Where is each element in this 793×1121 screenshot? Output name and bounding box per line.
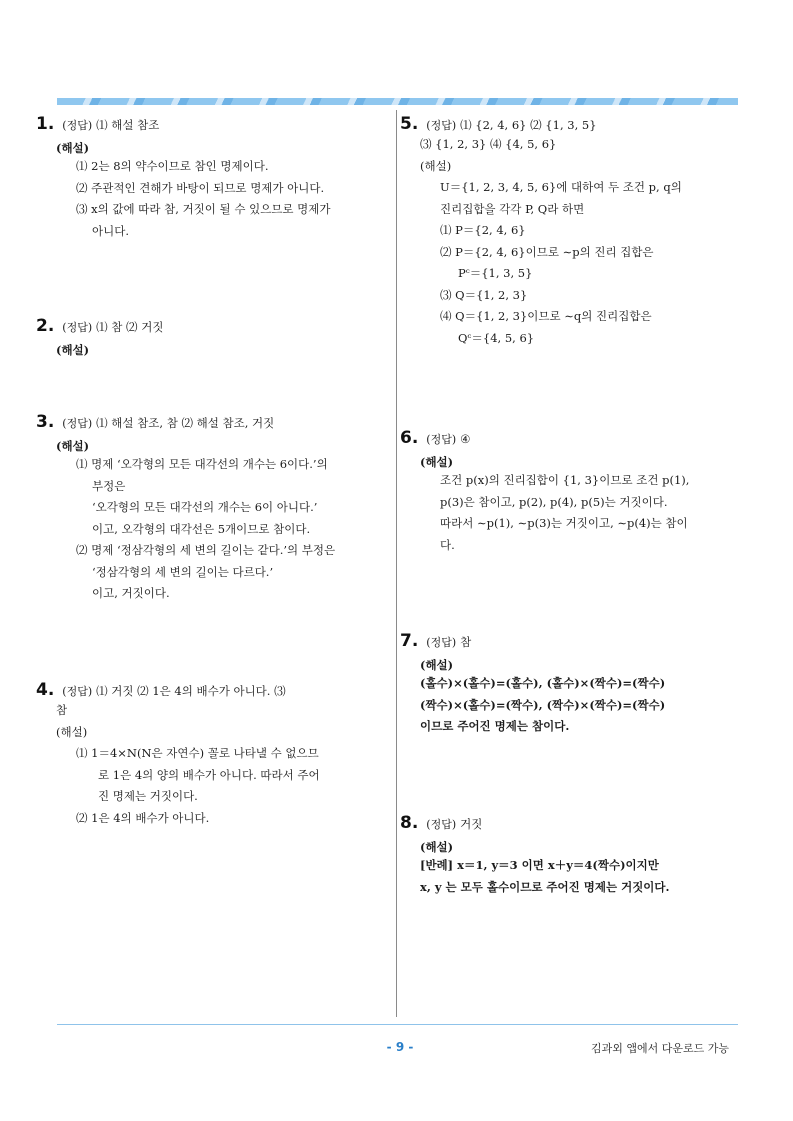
footer-text: 김과외 앱에서 다운로드 가능 bbox=[590, 1042, 729, 1055]
explanation-line: 진 명제는 거짓이다. bbox=[98, 789, 198, 803]
question-3 bbox=[36, 412, 386, 605]
question-1 bbox=[36, 114, 386, 242]
question-number: 4. bbox=[36, 680, 55, 700]
explanation-line: Qᶜ＝{4, 5, 6} bbox=[458, 330, 535, 345]
explanation-line: ‘오각형의 모든 대각선의 개수는 6이 아니다.’ bbox=[92, 500, 318, 514]
explanation-line: (홀수)×(홀수)=(홀수), (홀수)×(짝수)=(짝수) bbox=[420, 676, 666, 690]
explanation-line: 아니다. bbox=[92, 223, 129, 238]
question-number: 2. bbox=[36, 316, 55, 336]
answer-text: ⑴ {2, 4, 6} ⑵ {1, 3, 5} bbox=[460, 118, 597, 132]
explanation-heading: (해설) bbox=[420, 840, 454, 854]
explanation-line: ⑴ 명제 ‘오각형의 모든 대각선의 개수는 6이다.’의 bbox=[76, 457, 328, 471]
explanation-heading: (해설) bbox=[56, 439, 90, 453]
question-6 bbox=[400, 428, 740, 556]
answer-label: (정답) bbox=[426, 433, 457, 446]
question-number: 3. bbox=[36, 412, 55, 432]
explanation-line: ⑷ Q＝{1, 2, 3}이므로 ∼q의 진리집합은 bbox=[440, 309, 652, 323]
header-band bbox=[57, 98, 738, 105]
answer-text: ⑴ 해설 참조 bbox=[96, 118, 160, 132]
explanation-line: ⑶ x의 값에 따라 참, 거짓이 될 수 있으므로 명제가 bbox=[76, 202, 331, 216]
explanation-heading: (해설) bbox=[56, 724, 88, 739]
answer-label: (정답) bbox=[62, 417, 93, 430]
explanation-line: 진리집합을 각각 P, Q라 하면 bbox=[440, 201, 585, 216]
explanation-line: ‘정삼각형의 세 변의 길이는 다르다.’ bbox=[92, 564, 274, 579]
answer-text: 참 bbox=[460, 635, 472, 649]
explanation-line: ⑵ 1은 4의 배수가 아니다. bbox=[76, 810, 210, 825]
answer-label: (정답) bbox=[426, 636, 457, 649]
question-number: 6. bbox=[400, 428, 419, 448]
answer-label: (정답) bbox=[62, 321, 93, 334]
explanation-line: 이므로 주어진 명제는 참이다. bbox=[420, 719, 570, 733]
explanation-line: ⑴ 2는 8의 약수이므로 참인 명제이다. bbox=[76, 159, 269, 173]
explanation-line: ⑵ 명제 ‘정삼각형의 세 변의 길이는 같다.’의 부정은 bbox=[76, 543, 336, 557]
explanation-line: x, y 는 모두 홀수이므로 주어진 명제는 거짓이다. bbox=[420, 879, 670, 894]
explanation-heading: (해설) bbox=[420, 158, 452, 173]
explanation-heading: (해설) bbox=[420, 455, 454, 469]
explanation-line: ⑴ P＝{2, 4, 6} bbox=[440, 223, 526, 237]
explanation-line: 다. bbox=[440, 537, 455, 552]
explanation-heading: (해설) bbox=[420, 658, 454, 672]
answer-text: ⑴ 거짓 ⑵ 1은 4의 배수가 아니다. ⑶ bbox=[96, 684, 286, 698]
question-number: 1. bbox=[36, 114, 55, 134]
explanation-heading: (해설) bbox=[56, 343, 90, 357]
explanation-line: ⑶ Q＝{1, 2, 3} bbox=[440, 287, 528, 302]
explanation-line: 이고, 오각형의 대각선은 5개이므로 참이다. bbox=[92, 521, 311, 536]
question-number: 5. bbox=[400, 114, 419, 134]
explanation-line: 부정은 bbox=[92, 478, 126, 493]
explanation-line: Pᶜ＝{1, 3, 5} bbox=[458, 266, 533, 280]
explanation-line: [반례] x＝1, y＝3 이면 x＋y＝4(짝수)이지만 bbox=[420, 858, 659, 872]
answer-label: (정답) bbox=[62, 119, 93, 132]
answer-label: (정답) bbox=[62, 685, 93, 698]
explanation-line: 조건 p(x)의 진리집합이 {1, 3}이므로 조건 p(1), bbox=[440, 473, 690, 487]
column-divider bbox=[396, 110, 397, 1017]
explanation-line: ⑵ 주관적인 견해가 바탕이 되므로 명제가 아니다. bbox=[76, 180, 325, 195]
answer-text: 거짓 bbox=[460, 817, 483, 831]
question-2 bbox=[36, 316, 386, 358]
question-8 bbox=[400, 813, 740, 898]
question-7 bbox=[400, 631, 740, 738]
answer-text: ④ bbox=[460, 432, 471, 446]
answer-continued: 참 bbox=[56, 703, 68, 717]
question-4 bbox=[36, 680, 386, 829]
answer-label: (정답) bbox=[426, 119, 457, 132]
explanation-line: (짝수)×(홀수)=(짝수), (짝수)×(짝수)=(짝수) bbox=[420, 697, 666, 712]
explanation-line: ⑵ P＝{2, 4, 6}이므로 ∼p의 진리 집합은 bbox=[440, 244, 654, 259]
explanation-line: 로 1은 4의 양의 배수가 아니다. 따라서 주어 bbox=[98, 767, 320, 782]
explanation-line: 따라서 ∼p(1), ∼p(3)는 거짓이고, ∼p(4)는 참이 bbox=[440, 516, 688, 530]
answer-continued: ⑶ {1, 2, 3} ⑷ {4, 5, 6} bbox=[420, 137, 557, 151]
answer-text: ⑴ 참 ⑵ 거짓 bbox=[96, 320, 164, 334]
answer-text: ⑴ 해설 참조, 참 ⑵ 해설 참조, 거짓 bbox=[96, 416, 275, 430]
explanation-line: ⑴ 1＝4×N(N은 자연수) 꼴로 나타낼 수 없으므 bbox=[76, 746, 319, 760]
explanation-heading: (해설) bbox=[56, 141, 90, 155]
page-number: - 9 - bbox=[386, 1040, 414, 1054]
answer-label: (정답) bbox=[426, 818, 457, 831]
explanation-line: U＝{1, 2, 3, 4, 5, 6}에 대하여 두 조건 p, q의 bbox=[440, 180, 682, 194]
question-5 bbox=[400, 114, 740, 349]
question-number: 7. bbox=[400, 631, 419, 651]
footer-line bbox=[57, 1024, 738, 1025]
explanation-line: p(3)은 참이고, p(2), p(4), p(5)는 거짓이다. bbox=[440, 494, 668, 509]
explanation-line: 이고, 거짓이다. bbox=[92, 586, 170, 600]
question-number: 8. bbox=[400, 813, 419, 833]
